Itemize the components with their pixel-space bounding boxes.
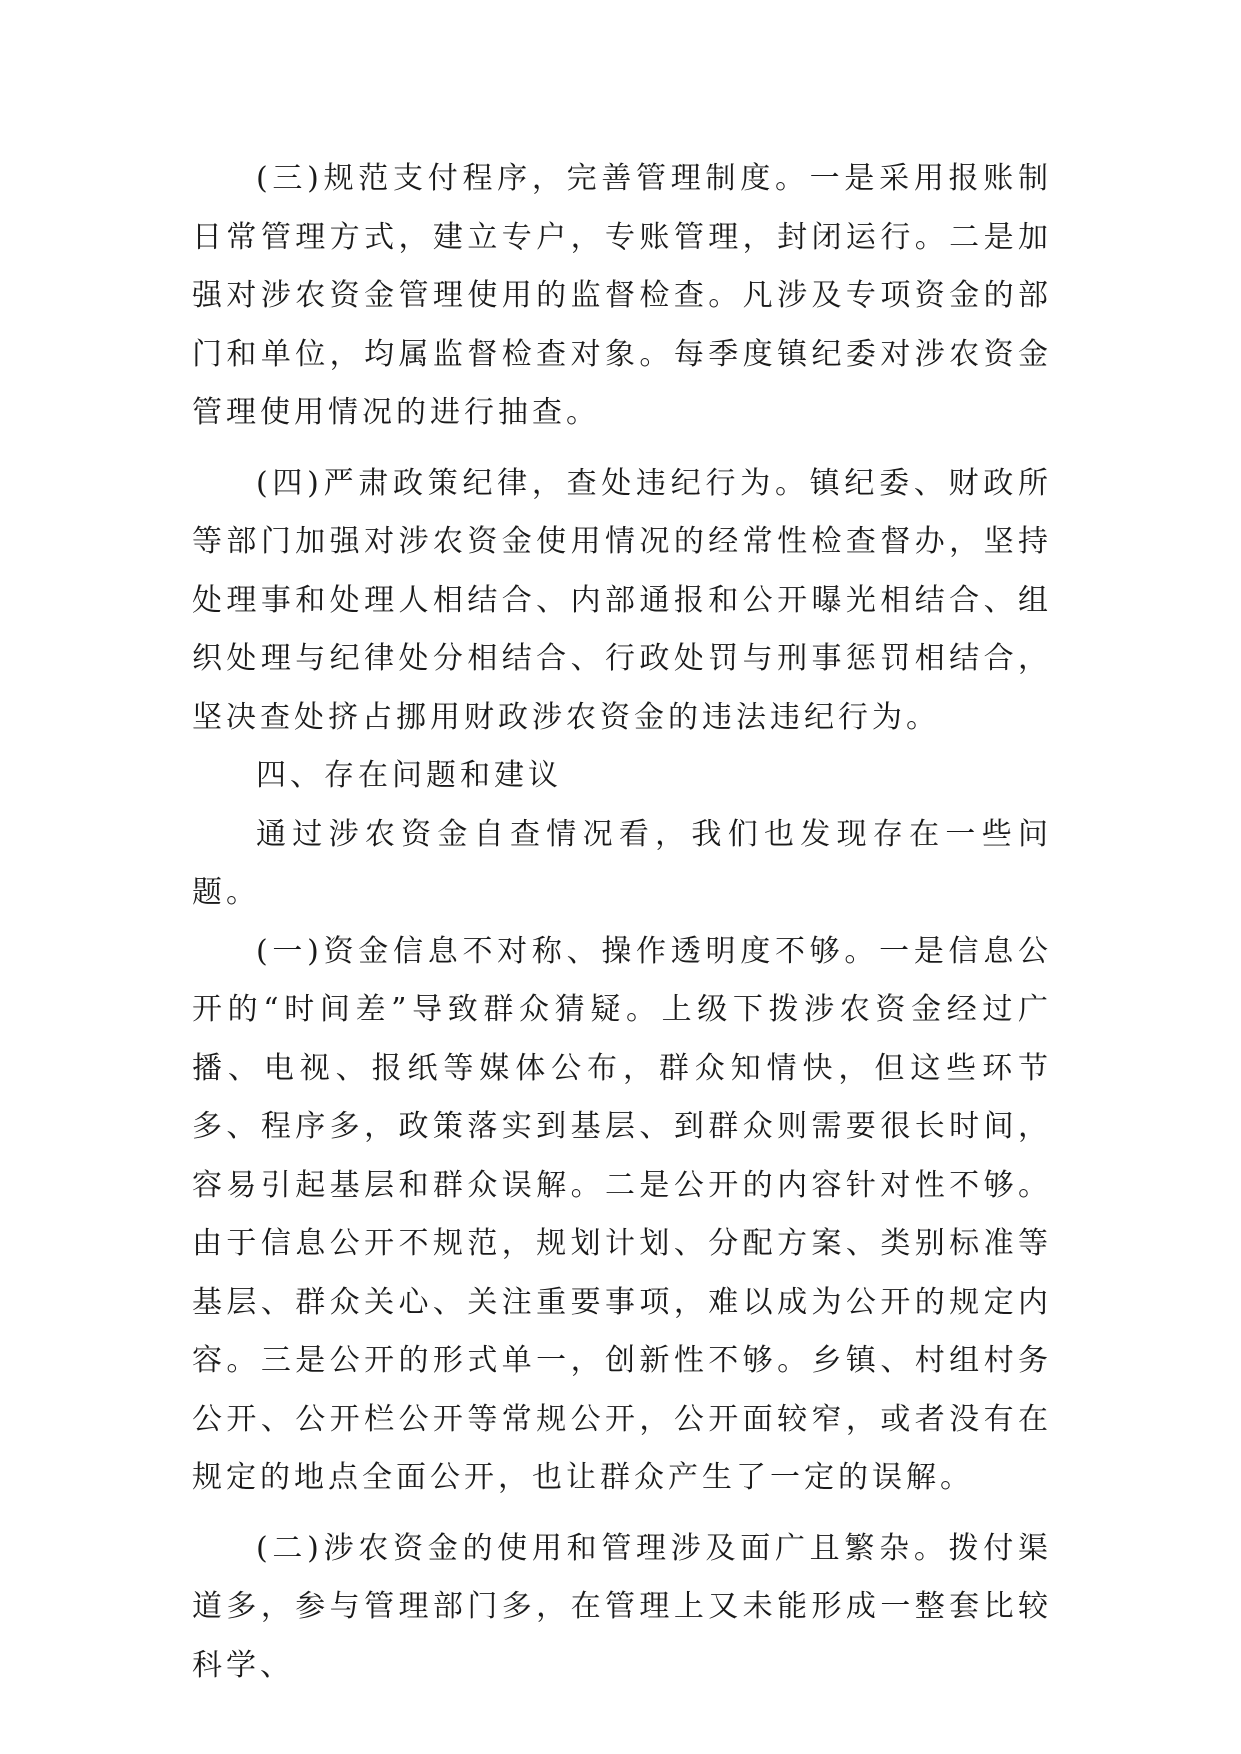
paragraph-intro-problems: 通过涉农资金自查情况看，我们也发现存在一些问题。 — [192, 816, 1052, 910]
paragraph-information-asymmetry: (一)资金信息不对称、操作透明度不够。一是信息公开的“时间差”导致群众猜疑。上级下拨涉农资金经过广播、电视、报纸等媒体公布，群众知情快，但这些环节多、程序多，政策落实到基层、到群众则需要很长时间，容易引起基层和群众误解。二是公开的内容针对性不够。由于信息公开不规范，规划计划、分配方案、类别标准等基层、群众关心、关注重要事项，难以成为公开的规定内容。三是公开的形式单一，创新性不够。乡镇、村组村务公开、公开栏公开等常规公开，公开面较窄，或者没有在规定的地点全面公开，也让群众产生了一定的误解。 — [192, 933, 1052, 1495]
section-heading-problems: 四、存在问题和建议 — [256, 758, 562, 793]
paragraph-complex-management: (二)涉农资金的使用和管理涉及面广且繁杂。拨付渠道多，参与管理部门多，在管理上又未能形成一整套比较科学、 — [192, 1530, 1052, 1683]
paragraph-payment-procedures: (三)规范支付程序，完善管理制度。一是采用报账制日常管理方式，建立专户，专账管理，封闭运行。二是加强对涉农资金管理使用的监督检查。凡涉及专项资金的部门和单位，均属监督检查对象。每季度镇纪委对涉农资金管理使用情况的进行抽查。 — [192, 161, 1052, 430]
paragraph-policy-discipline: (四)严肃政策纪律，查处违纪行为。镇纪委、财政所等部门加强对涉农资金使用情况的经常性检查督办，坚持处理事和处理人相结合、内部通报和公开曝光相结合、组织处理与纪律处分相结合、行政处罚与刑事惩罚相结合，坚决查处挤占挪用财政涉农资金的违法违纪行为。 — [192, 465, 1052, 735]
document-page — [192, 150, 1052, 1695]
